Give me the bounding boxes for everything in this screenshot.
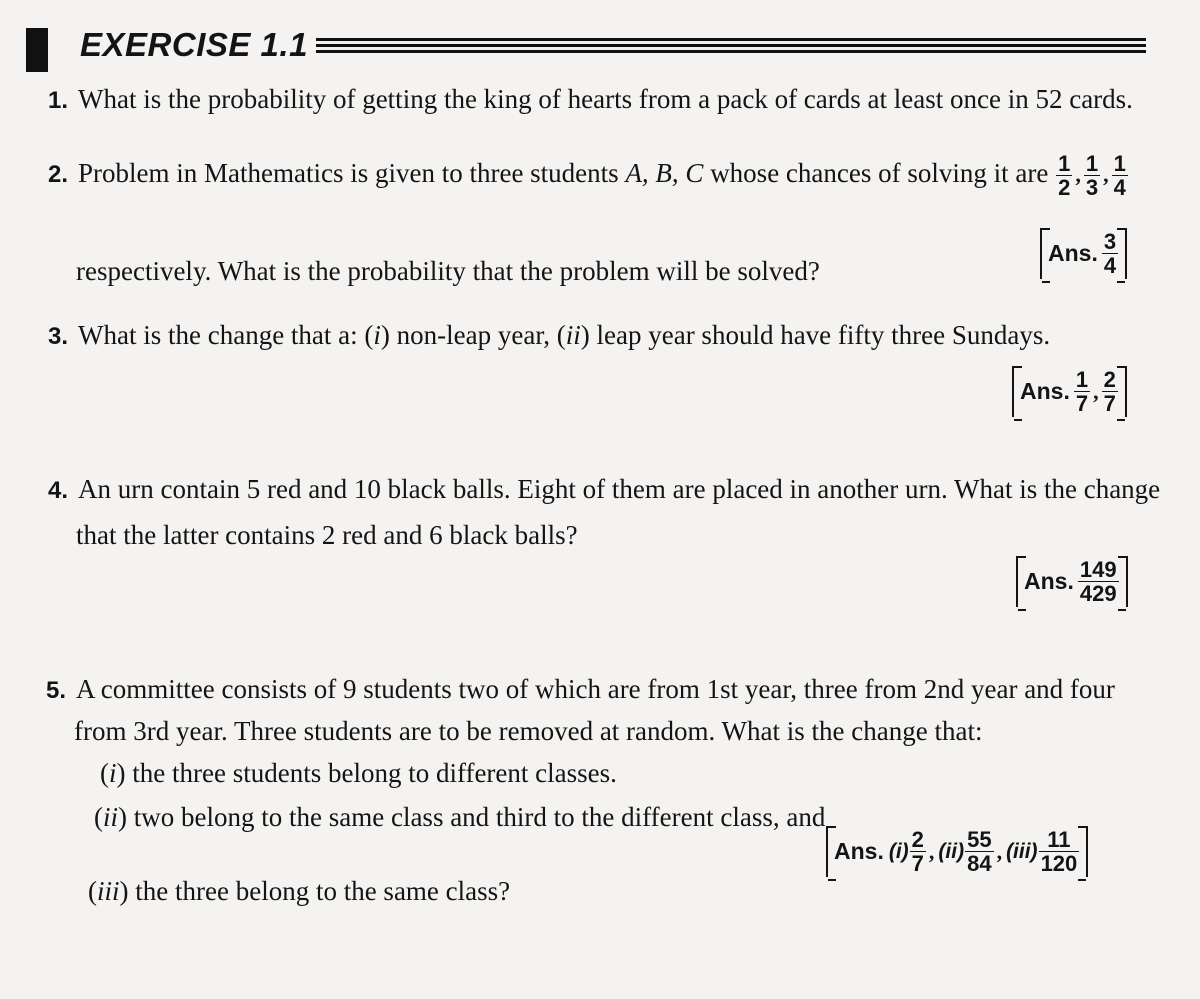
problem-text: respectively. What is the probability that the problem will be solved? [76,256,820,286]
problem-number: 1. [48,87,69,114]
problem-5 [46,676,1115,703]
answer-4 [1016,556,1128,607]
problem-number: 3. [48,323,69,350]
problem-text: What is the probability of getting the king of hearts from a pack of cards at least once in 52 cards. [78,84,1133,114]
problem-2-continued [76,258,820,285]
answer-5: Ans. (i) $\frac{2}{7}$ , (ii) $\frac{55}{84}$ , (iii) $\frac{11}{120}$ [826,826,1088,877]
header-rule [316,38,1146,41]
sub-question: (iii) the three belong to the same class? [88,876,511,906]
fraction: $\frac{11}{120}$ [1040,827,1078,877]
answer-2 [1040,228,1127,279]
problem-3: 3. What is the change that a: (i) non-leap year, (ii) leap year should have fifty three Sundays. [48,320,1051,350]
problem-number: 5. [46,677,67,704]
exercise-header [26,26,1146,74]
problem-number: 2. [48,160,69,188]
answer-3: Ans. $\frac{1}{7}$ , $\frac{2}{7}$ [1012,366,1127,417]
problem-text: whose chances of solving it are [703,157,1049,188]
header-rule [316,44,1146,47]
problem-text: from 3rd year. Three students are to be removed at random. What is the change that: [74,716,983,746]
fraction: $\frac{2}{7}$ [911,827,924,877]
fraction: $\frac{1}{4}$ [1113,151,1126,201]
problem-1 [48,86,1133,113]
fraction: $\frac{2}{7}$ [1103,367,1116,417]
fraction: $\frac{1}{2}$ [1058,151,1071,201]
fraction: $\frac{149}{429}$ [1079,557,1117,607]
answer-label: Ans. [1048,240,1098,267]
sub-question: (ii) two belong to the same class and third to the different class, and [94,802,826,832]
fraction: $\frac{1}{7}$ [1075,367,1089,417]
exercise-title: EXERCISE 1.1 [80,26,308,63]
student-names: A, B, C [625,157,704,188]
problem-number: 4. [48,477,69,504]
problem-4 [48,476,1160,503]
answer-label: Ans. [1020,378,1070,405]
problem-text: that the latter contains 2 red and 6 black balls? [76,520,578,550]
problem-5-continued [74,718,982,745]
sub-question: (i) the three students belong to different classes. [100,758,617,788]
header-rule [316,50,1146,53]
header-marker [26,28,48,72]
answer-label: Ans. [1024,568,1074,595]
problem-text: A committee consists of 9 students two of which are from 1st year, three from 2nd year and four [76,674,1115,704]
fraction: $\frac{1}{3}$ [1085,151,1099,201]
problem-text: Problem in Mathematics is given to three students [78,157,626,188]
answer-label: Ans. [834,838,884,865]
fraction: $\frac{55}{84}$ [967,827,992,877]
problem-text: What is the change that a: ( [78,320,374,350]
problem-text: An urn contain 5 red and 10 black balls. Eight of them are placed in another urn. What is the change [78,474,1161,504]
fraction: $\frac{3}{4}$ [1103,229,1117,279]
problem-2: 2. Problem in Mathematics is given to three students A, B, C whose chances of solving it are $\frac{1}{2}$ , $\frac{1}{3}$ , $\frac{1}{4}$ [48,151,1126,201]
problem-4-continued [76,522,578,549]
